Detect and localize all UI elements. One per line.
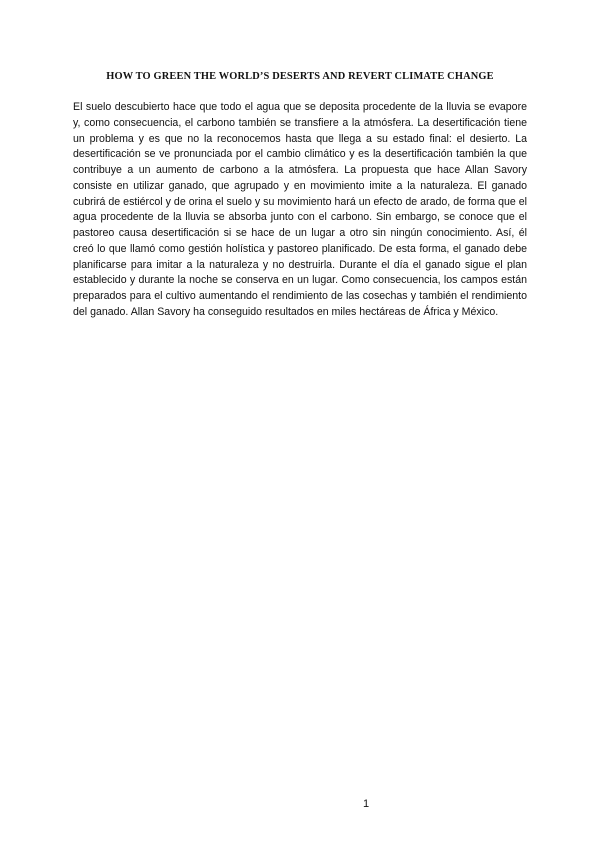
body-paragraph: El suelo descubierto hace que todo el agua que se deposita procedente de la lluvia se evapore y, como consecuencia, el carbono también se transfiere a la atmósfera. La desertificación tiene un problema y es que no la reconocemos hasta que llega a su estado final: el desierto. La desertificación se ve pronunciada por el cambio climático y es la desertificación también la que contribuye a un aumento de carbono a la atmósfera. La propuesta que hace Allan Savory consiste en utilizar ganado, que agrupado y en movimiento imite a la naturaleza. El ganado cubrirá de estiércol y de orina el suelo y su movimiento hará un efecto de arado, de forma que el agua procedente de la lluvia se absorba junto con el carbono. Sin embargo, se conoce que el pastoreo causa desertificación si se hace de un lugar a otro sin ningún conocimiento. Así, él creó lo que llamó como gestión holística y pastoreo planificado. De esta forma, el ganado debe planificarse para imitar a la naturaleza y no destruirla. Durante el día el ganado sigue el plan establecido y durante la noche se conserva en un lugar. Como consecuencia, los campos están preparados para el cultivo aumentando el rendimiento de las cosechas y también el rendimiento del ganado. Allan Savory ha conseguido resultados en miles hectáreas de África y México. — [73, 101, 527, 318]
document-title: HOW TO GREEN THE WORLD’S DESERTS AND REVERT CLIMATE CHANGE — [106, 71, 494, 82]
page-number: 1 — [362, 798, 370, 810]
